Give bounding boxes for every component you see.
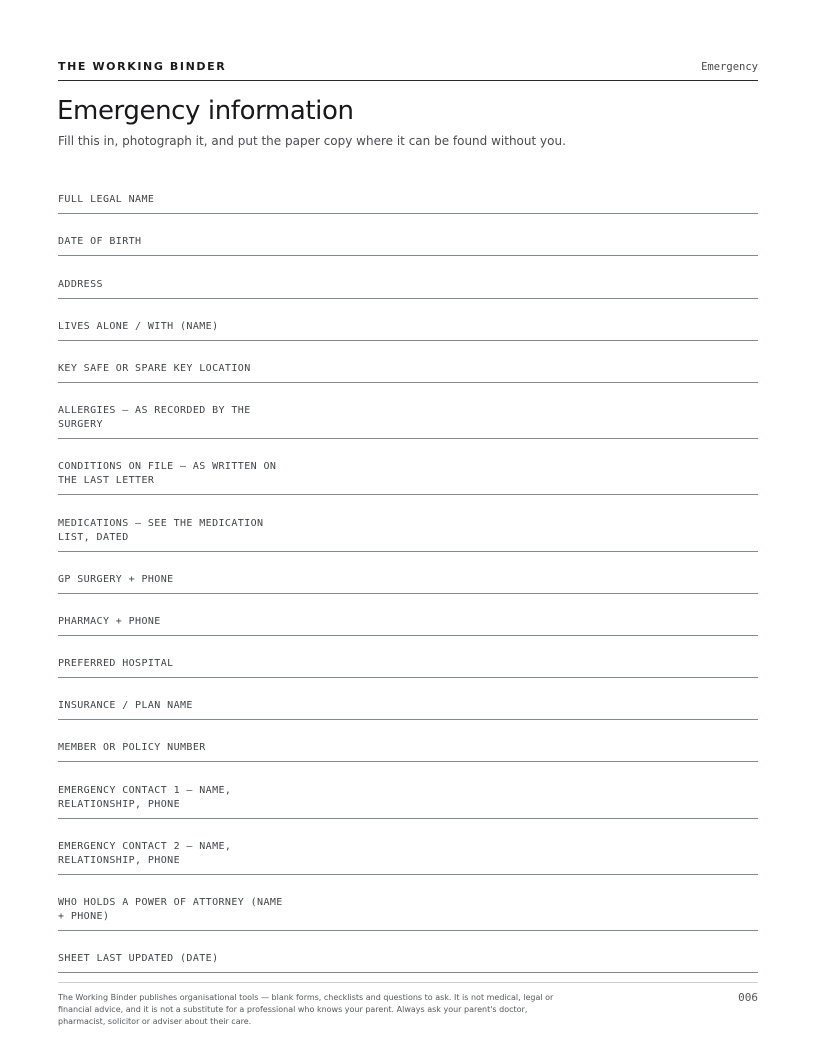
form-field-row[interactable]	[58, 762, 758, 818]
field-label: DATE OF BIRTH	[58, 236, 142, 248]
field-label: ALLERGIES — AS RECORDED BY THE SURGERY	[58, 405, 251, 431]
form-field-row[interactable]	[58, 256, 758, 298]
field-label: GP SURGERY + PHONE	[58, 573, 174, 585]
form-field-row[interactable]	[58, 875, 758, 931]
disclaimer: The Working Binder publishes organisational tools — blank forms, checklists and questions to ask. It is not medical, legal or financial advice, and it is not a substitute for a professional who knows your parent. Always ask your parent's doctor, pharmacist, solicitor or adviser about their care.	[58, 993, 554, 1026]
page-subtitle: Fill this in, photograph it, and put the paper copy where it can be found without you.	[58, 134, 566, 148]
form-field-row[interactable]	[58, 552, 758, 594]
field-label: EMERGENCY CONTACT 1 — NAME, RELATIONSHIP, PHONE	[58, 784, 232, 810]
field-label: FULL LEGAL NAME	[58, 194, 155, 206]
page-number: 006	[738, 991, 758, 1004]
form-field-row[interactable]	[58, 819, 758, 875]
brand-name: THE WORKING BINDER	[58, 60, 227, 73]
field-label: CONDITIONS ON FILE — AS WRITTEN ON THE LAST LETTER	[58, 461, 277, 487]
form-field-row[interactable]	[58, 341, 758, 383]
form-field-row[interactable]	[58, 720, 758, 762]
field-label: ADDRESS	[58, 278, 103, 290]
page-footer	[58, 982, 758, 1028]
field-label: KEY SAFE OR SPARE KEY LOCATION	[58, 362, 251, 374]
field-label: LIVES ALONE / WITH (NAME)	[58, 320, 219, 332]
field-label: EMERGENCY CONTACT 2 — NAME, RELATIONSHIP, PHONE	[58, 840, 232, 866]
form-field-row[interactable]	[58, 172, 758, 214]
field-label: PHARMACY + PHONE	[58, 615, 161, 627]
form-field-row[interactable]	[58, 299, 758, 341]
page-title: Emergency information	[57, 96, 354, 126]
field-label: INSURANCE / PLAN NAME	[58, 700, 193, 712]
field-label: SHEET LAST UPDATED (DATE)	[58, 953, 219, 965]
section-label: Emergency	[701, 61, 758, 73]
form-field-row[interactable]	[58, 636, 758, 678]
form-fields	[58, 172, 758, 973]
form-field-row[interactable]	[58, 495, 758, 551]
form-field-row[interactable]	[58, 931, 758, 973]
form-field-row[interactable]	[58, 439, 758, 495]
form-field-row[interactable]	[58, 383, 758, 439]
field-label: MEMBER OR POLICY NUMBER	[58, 742, 206, 754]
page-header	[58, 59, 758, 81]
form-field-row[interactable]	[58, 678, 758, 720]
field-label: PREFERRED HOSPITAL	[58, 658, 174, 670]
field-label: MEDICATIONS — SEE THE MEDICATION LIST, DATED	[58, 517, 264, 543]
field-label: WHO HOLDS A POWER OF ATTORNEY (NAME + PHONE)	[58, 897, 283, 922]
form-field-row[interactable]	[58, 594, 758, 636]
form-field-row[interactable]	[58, 214, 758, 256]
